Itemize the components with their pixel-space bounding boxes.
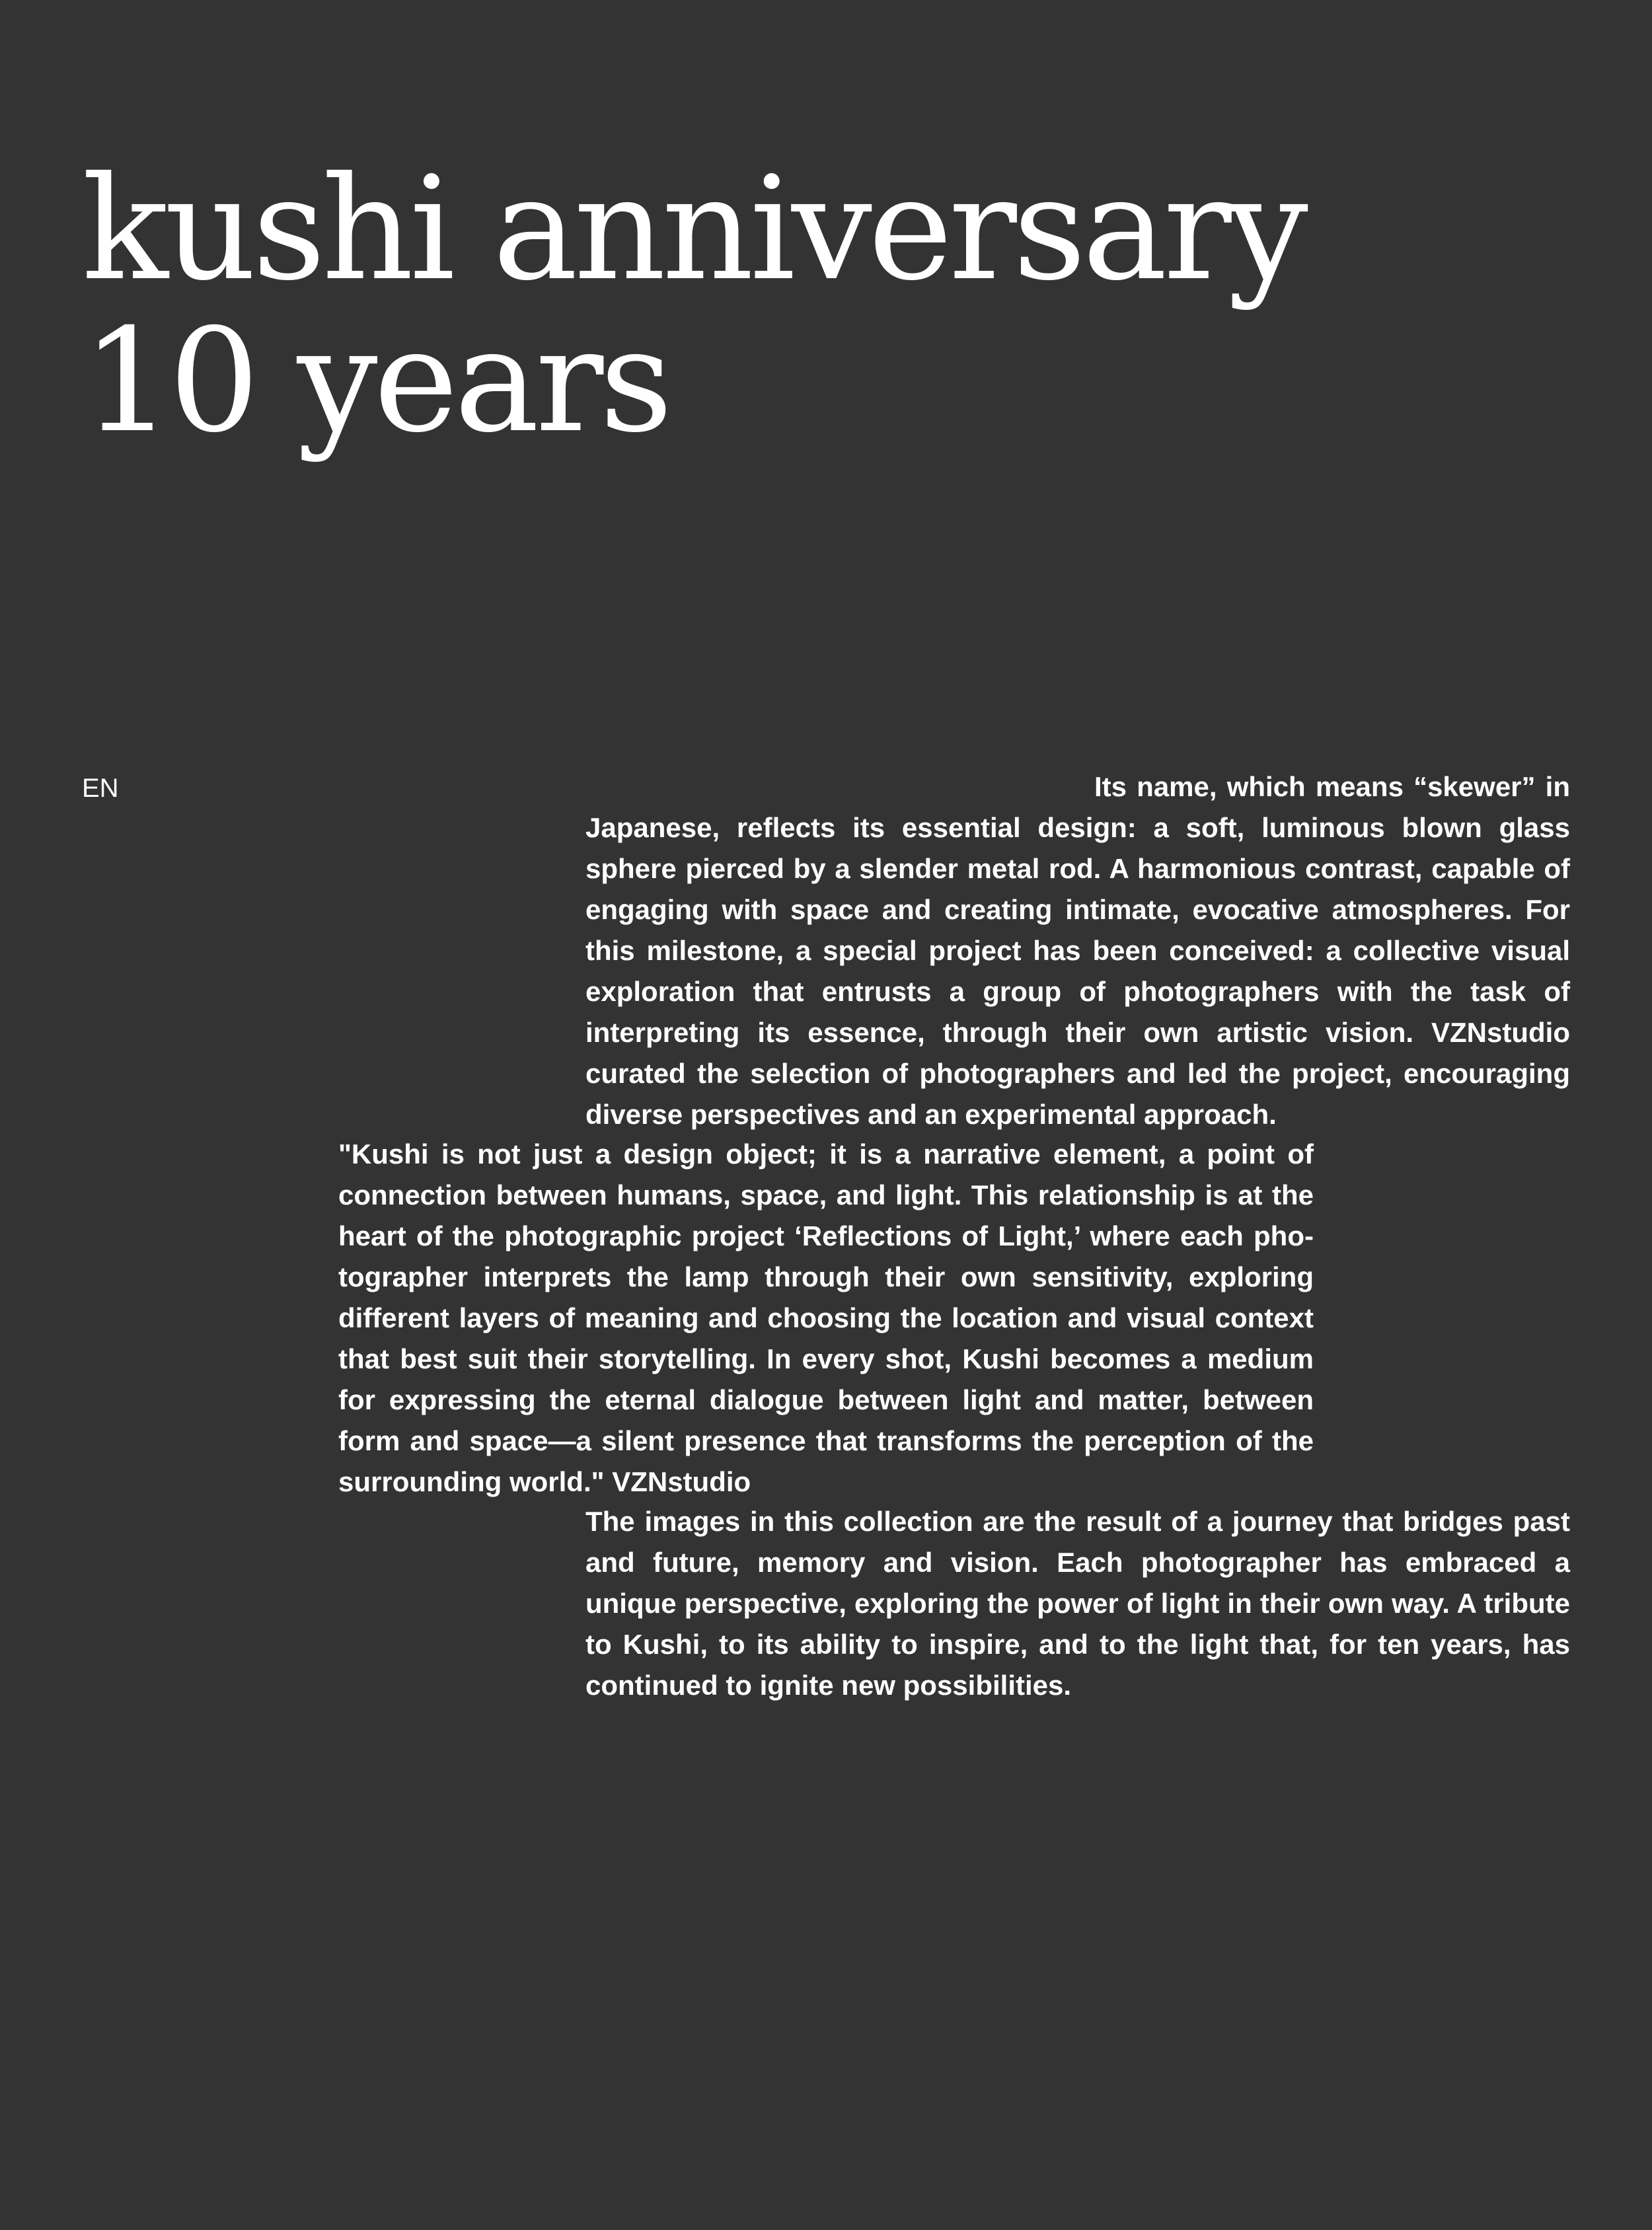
title-line-1: kushi anniversary	[82, 146, 1304, 312]
intro-paragraph: Its name, which means “skewer” in Japanese, reflects its essential design: a soft, luminous blown glass sphere pierced by a slender metal rod. A harmonious contrast, capable of engaging with space and creating intimate, evocative atmospheres. For this milestone, a special project has been conceived: a collective visual exploration that entrusts a group of photographers with the task of interpreting its essence, through their own artistic vision. VZNstudio curated the selection of photographers and led the project, encouraging diverse perspectives and an experimental approach.	[585, 771, 1570, 1130]
quote-paragraph: "Kushi is not just a design object; it is a narrative element, a point of connection between humans, space, and light. This relationship is at the heart of the photographic project ‘Reflections of Light,’ where each photographer interprets the lamp through their own sensitivity, exploring different layers of meaning and choosing the location and visual context that best suit their storytelling. In every shot, Kushi becomes a medium for expressing the eternal dialogue between light and matter, between form and space—a silent presence that transforms the perception of the surrounding world." VZNstudio	[338, 1138, 1314, 1497]
page-title	[82, 146, 1304, 464]
language-label: EN	[82, 774, 119, 803]
closing-paragraph: The images in this collection are the result of a journey that bridges past and future, memory and vision. Each photographer has embraced a unique perspective, exploring the power of light in their own way. A tribute to Kushi, to its ability to inspire, and to the light that, for ten years, has continued to ignite new possibilities.	[585, 1506, 1570, 1701]
title-line-2: 10 years	[82, 298, 669, 464]
